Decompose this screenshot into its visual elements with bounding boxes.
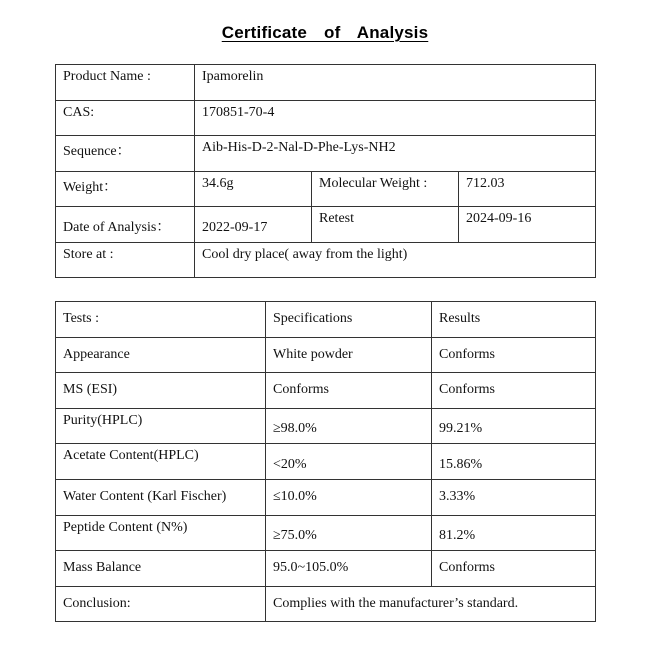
table-row bbox=[56, 551, 596, 587]
test-spec: White powder bbox=[266, 337, 432, 373]
product-name-label: Product Name : bbox=[56, 65, 195, 101]
test-name: Peptide Content (N%) bbox=[56, 515, 266, 551]
conclusion-value: Complies with the manufacturer’s standard. bbox=[266, 586, 596, 622]
table-row bbox=[56, 373, 596, 409]
table-row bbox=[56, 65, 596, 101]
tests-table bbox=[55, 301, 596, 622]
retest-value: 2024-09-16 bbox=[459, 207, 596, 243]
molecular-weight-value: 712.03 bbox=[459, 171, 596, 207]
table-row bbox=[56, 444, 596, 480]
specifications-header: Specifications bbox=[266, 302, 432, 338]
table-header-row bbox=[56, 302, 596, 338]
test-spec: 95.0~105.0% bbox=[266, 551, 432, 587]
date-of-analysis-value: 2022-09-17 bbox=[195, 207, 312, 243]
table-row bbox=[56, 207, 596, 243]
test-name: MS (ESI) bbox=[56, 373, 266, 409]
molecular-weight-label: Molecular Weight : bbox=[312, 171, 459, 207]
weight-value: 34.6g bbox=[195, 171, 312, 207]
table-row bbox=[56, 242, 596, 278]
table-row bbox=[56, 337, 596, 373]
retest-label: Retest bbox=[312, 207, 459, 243]
weight-label: Weight： bbox=[56, 171, 195, 207]
table-row bbox=[56, 586, 596, 622]
document-title: Certificate of Analysis bbox=[221, 23, 429, 42]
test-spec: Conforms bbox=[266, 373, 432, 409]
store-at-label: Store at : bbox=[56, 242, 195, 278]
test-result: 15.86% bbox=[432, 444, 596, 480]
test-name: Mass Balance bbox=[56, 551, 266, 587]
table-row bbox=[56, 171, 596, 207]
table-row bbox=[56, 479, 596, 515]
results-header: Results bbox=[432, 302, 596, 338]
test-result: Conforms bbox=[432, 337, 596, 373]
sequence-value: Aib-His-D-2-Nal-D-Phe-Lys-NH2 bbox=[195, 136, 596, 172]
test-spec: <20% bbox=[266, 444, 432, 480]
test-name: Appearance bbox=[56, 337, 266, 373]
test-result: Conforms bbox=[432, 373, 596, 409]
table-row bbox=[56, 515, 596, 551]
test-name: Purity(HPLC) bbox=[56, 408, 266, 444]
product-name-value: Ipamorelin bbox=[195, 65, 596, 101]
test-result: Conforms bbox=[432, 551, 596, 587]
test-spec: ≥75.0% bbox=[266, 515, 432, 551]
test-name: Acetate Content(HPLC) bbox=[56, 444, 266, 480]
product-info-table bbox=[55, 64, 596, 278]
cas-label: CAS: bbox=[56, 100, 195, 136]
table-row bbox=[56, 100, 596, 136]
test-name: Water Content (Karl Fischer) bbox=[56, 479, 266, 515]
tests-header: Tests : bbox=[56, 302, 266, 338]
test-spec: ≤10.0% bbox=[266, 479, 432, 515]
conclusion-label: Conclusion: bbox=[56, 586, 266, 622]
cas-value: 170851-70-4 bbox=[195, 100, 596, 136]
date-of-analysis-label: Date of Analysis： bbox=[56, 207, 195, 243]
sequence-label: Sequence： bbox=[56, 136, 195, 172]
table-row bbox=[56, 136, 596, 172]
test-result: 3.33% bbox=[432, 479, 596, 515]
test-result: 99.21% bbox=[432, 408, 596, 444]
table-row bbox=[56, 408, 596, 444]
store-at-value: Cool dry place( away from the light) bbox=[195, 242, 596, 278]
test-spec: ≥98.0% bbox=[266, 408, 432, 444]
test-result: 81.2% bbox=[432, 515, 596, 551]
